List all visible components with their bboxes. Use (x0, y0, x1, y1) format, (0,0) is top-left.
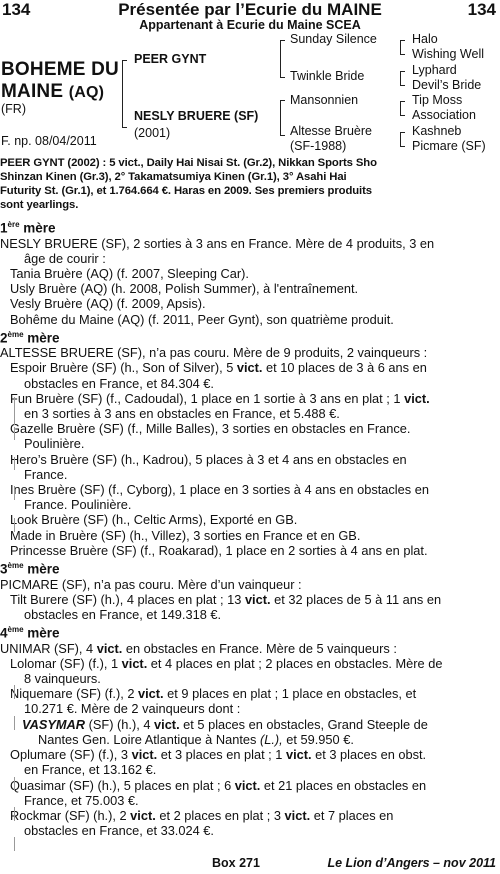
produce-line: Vesly Bruère (AQ) (f. 2009, Apsis). (10, 296, 206, 312)
footer-box: Box 271 (212, 856, 260, 870)
produce-line: Poulinière. (24, 436, 85, 452)
family-body (0, 217, 500, 838)
produce-line: Gazelle Bruère (SF) (f., Mille Balles), 3 sorties en obstacles en France. (10, 421, 411, 437)
produce-line: en 3 sorties à 3 ans en obstacles en France, et 5.488 €. (24, 406, 340, 422)
section-first-dam: 1ère mère (0, 220, 56, 236)
dam-year: (2001) (134, 126, 171, 140)
pedigree-bracket-main (122, 60, 127, 128)
great-5: Tip Moss (412, 93, 463, 107)
horse-name-line1: BOHEME DU (1, 59, 119, 80)
produce-line: obstacles en France, et 33.024 €. (24, 823, 214, 839)
produce-line: en France, et 13.162 €. (24, 762, 157, 778)
perf-line: PEER GYNT (2002) : 5 vict., Daily Hai Nisai St. (Gr.2), Nikkan Sports Sho (0, 157, 377, 169)
produce-line: Tilt Burere (SF) (h.), 4 places en plat ; 13 vict. et 32 places de 5 à 11 ans en (10, 591, 442, 607)
sire-name: PEER GYNT (134, 52, 207, 66)
horse-name-breed: (AQ) (68, 84, 105, 101)
pedigree-bracket-dam (280, 100, 285, 136)
produce-line: Bohême du Maine (AQ) (f. 2011, Peer Gynt), son quatrième produit. (10, 311, 394, 327)
continuation-rule (14, 777, 15, 791)
great-4: Devil’s Bride (412, 78, 482, 92)
dam-line: PICMARE (SF), n’a pas couru. Mère d’un vainqueur : (0, 576, 302, 592)
section-fourth-dam: 4ème mère (0, 625, 60, 641)
owner-subtitle: Appartenant à Ecurie du Maine SCEA (139, 18, 361, 32)
dam-line: NESLY BRUERE (SF), 2 sorties à 3 ans en France. Mère de 4 produits, 3 en (0, 235, 435, 251)
produce-line: obstacles en France, et 149.318 €. (24, 606, 222, 622)
produce-line: Rockmar (SF) (h.), 2 vict. et 2 places en plat ; 3 vict. et 7 places en (10, 807, 394, 823)
produce-line: Quasimar (SF) (h.), 5 places en plat ; 6 vict. et 21 places en obstacles en (10, 777, 427, 793)
perf-line: Shinzan Kinen (Gr.3), 2° Takamatsumiya Kinen (Gr.1), 3° Asahi Hai (0, 171, 347, 183)
pedigree-bracket-sire (280, 40, 285, 78)
produce-line: Usly Bruère (AQ) (h. 2008, Polish Summer), à l'entraînement. (10, 281, 359, 297)
continuation-rule (14, 427, 15, 440)
section-third-dam: 3ème mère (0, 561, 60, 577)
produce-line: Hero’s Bruère (SF) (h., Kadrou), 5 places à 3 et 4 ans en obstacles en (10, 451, 407, 467)
horse-origin: (FR) (1, 102, 26, 116)
produce-line: France. Poulinière. (24, 497, 132, 513)
grandsire-1: Sunday Silence (290, 32, 377, 46)
produce-line: 8 vainqueurs. (24, 671, 101, 687)
page-title: Présentée par l’Ecurie du MAINE (118, 0, 382, 19)
continuation-rule (14, 397, 15, 425)
great-6: Association (412, 108, 476, 122)
continuation-rule (14, 807, 15, 821)
great-1: Halo (412, 32, 438, 46)
lot-number-left: 134 (2, 0, 31, 19)
sire-performance (0, 156, 500, 212)
granddam-1: Twinkle Bride (290, 69, 365, 83)
granddam-2: Altesse Bruère (290, 124, 372, 138)
granddam-2-breed: (SF-1988) (290, 139, 347, 153)
produce-line: Tania Bruère (AQ) (f. 2007, Sleeping Car). (10, 265, 249, 281)
produce-line: Niquemare (SF) (f.), 2 vict. et 9 places en plat ; 1 place en obstacles, et (10, 686, 417, 702)
produce-line: VASYMAR (SF) (h.), 4 vict. et 5 places en obstacles, Grand Steeple de (22, 716, 428, 732)
continuation-rule (14, 457, 15, 470)
produce-line: Fun Bruère (SF) (f., Cadoudal), 1 place en 1 sortie à 3 ans en plat ; 1 vict. (10, 390, 430, 406)
produce-line: Look Bruère (SF) (h., Celtic Arms), Exporté en GB. (10, 512, 298, 528)
produce-line: Espoir Bruère (SF) (h., Son of Silver), 5 vict. et 10 places de 3 à 6 ans en (10, 360, 427, 376)
bracket-g1 (400, 40, 405, 55)
great-2: Wishing Well (412, 47, 485, 61)
grandsire-2: Mansonnien (290, 93, 359, 107)
continuation-rule (14, 486, 15, 500)
produce-line: Lolomar (SF) (f.), 1 vict. et 4 places en plat ; 2 places en obstacles. Mère de (10, 655, 443, 671)
horse-birth: F. np. 08/04/2011 (1, 134, 97, 148)
produce-line: 10.271 €. Mère de 2 vainqueurs dont : (24, 701, 241, 717)
bracket-g4 (400, 132, 405, 147)
continuation-rule (14, 716, 15, 730)
section-second-dam: 2ème mère (0, 329, 60, 346)
great-8: Picmare (SF) (412, 139, 486, 153)
dam-line: UNIMAR (SF), 4 vict. en obstacles en France. Mère de 5 vainqueurs : (0, 640, 397, 656)
great-7: Kashneb (412, 124, 462, 138)
produce-line: Princesse Bruère (SF) (f., Roakarad), 1 place en 2 sorties à 4 ans en plat. (10, 542, 428, 558)
produce-line: France, et 75.003 €. (24, 792, 139, 808)
continuation-rule (14, 837, 15, 851)
perf-line: Futurity St. (Gr.1), et 1.764.664 €. Haras en 2009. Ses premiers produits (0, 185, 372, 197)
bracket-g3 (400, 101, 405, 116)
produce-line: Oplumare (SF) (f.), 3 vict. et 3 places en plat ; 1 vict. et 3 places en obst. (10, 747, 427, 763)
horse-name-maine: MAINE (1, 81, 64, 102)
great-3: Lyphard (412, 63, 457, 77)
footer-event: Le Lion d’Angers – nov 2011 (327, 856, 496, 870)
continuation-rule (14, 685, 15, 699)
dam-name: NESLY BRUERE (SF) (134, 109, 259, 123)
produce-line: obstacles en France, et 84.304 €. (24, 375, 214, 391)
perf-line: sont yearlings. (0, 199, 79, 211)
produce-line: Ines Bruère (SF) (f., Cyborg), 1 place en 3 sorties à 4 ans en obstacles en (10, 482, 429, 498)
produce-line: Made in Bruère (SF) (h., Villez), 3 sorties en France et en GB. (10, 527, 361, 543)
bracket-g2 (400, 71, 405, 86)
lot-number-right: 134 (467, 0, 496, 19)
produce-line: Nantes Gen. Loire Atlantique à Nantes (L.), et 59.950 €. (38, 731, 354, 747)
dam-line: âge de courir : (24, 250, 106, 266)
dam-line: ALTESSE BRUERE (SF), n’a pas couru. Mère de 9 produits, 2 vainqueurs : (0, 345, 428, 361)
continuation-rule (14, 518, 15, 532)
produce-line: France. (24, 466, 68, 482)
